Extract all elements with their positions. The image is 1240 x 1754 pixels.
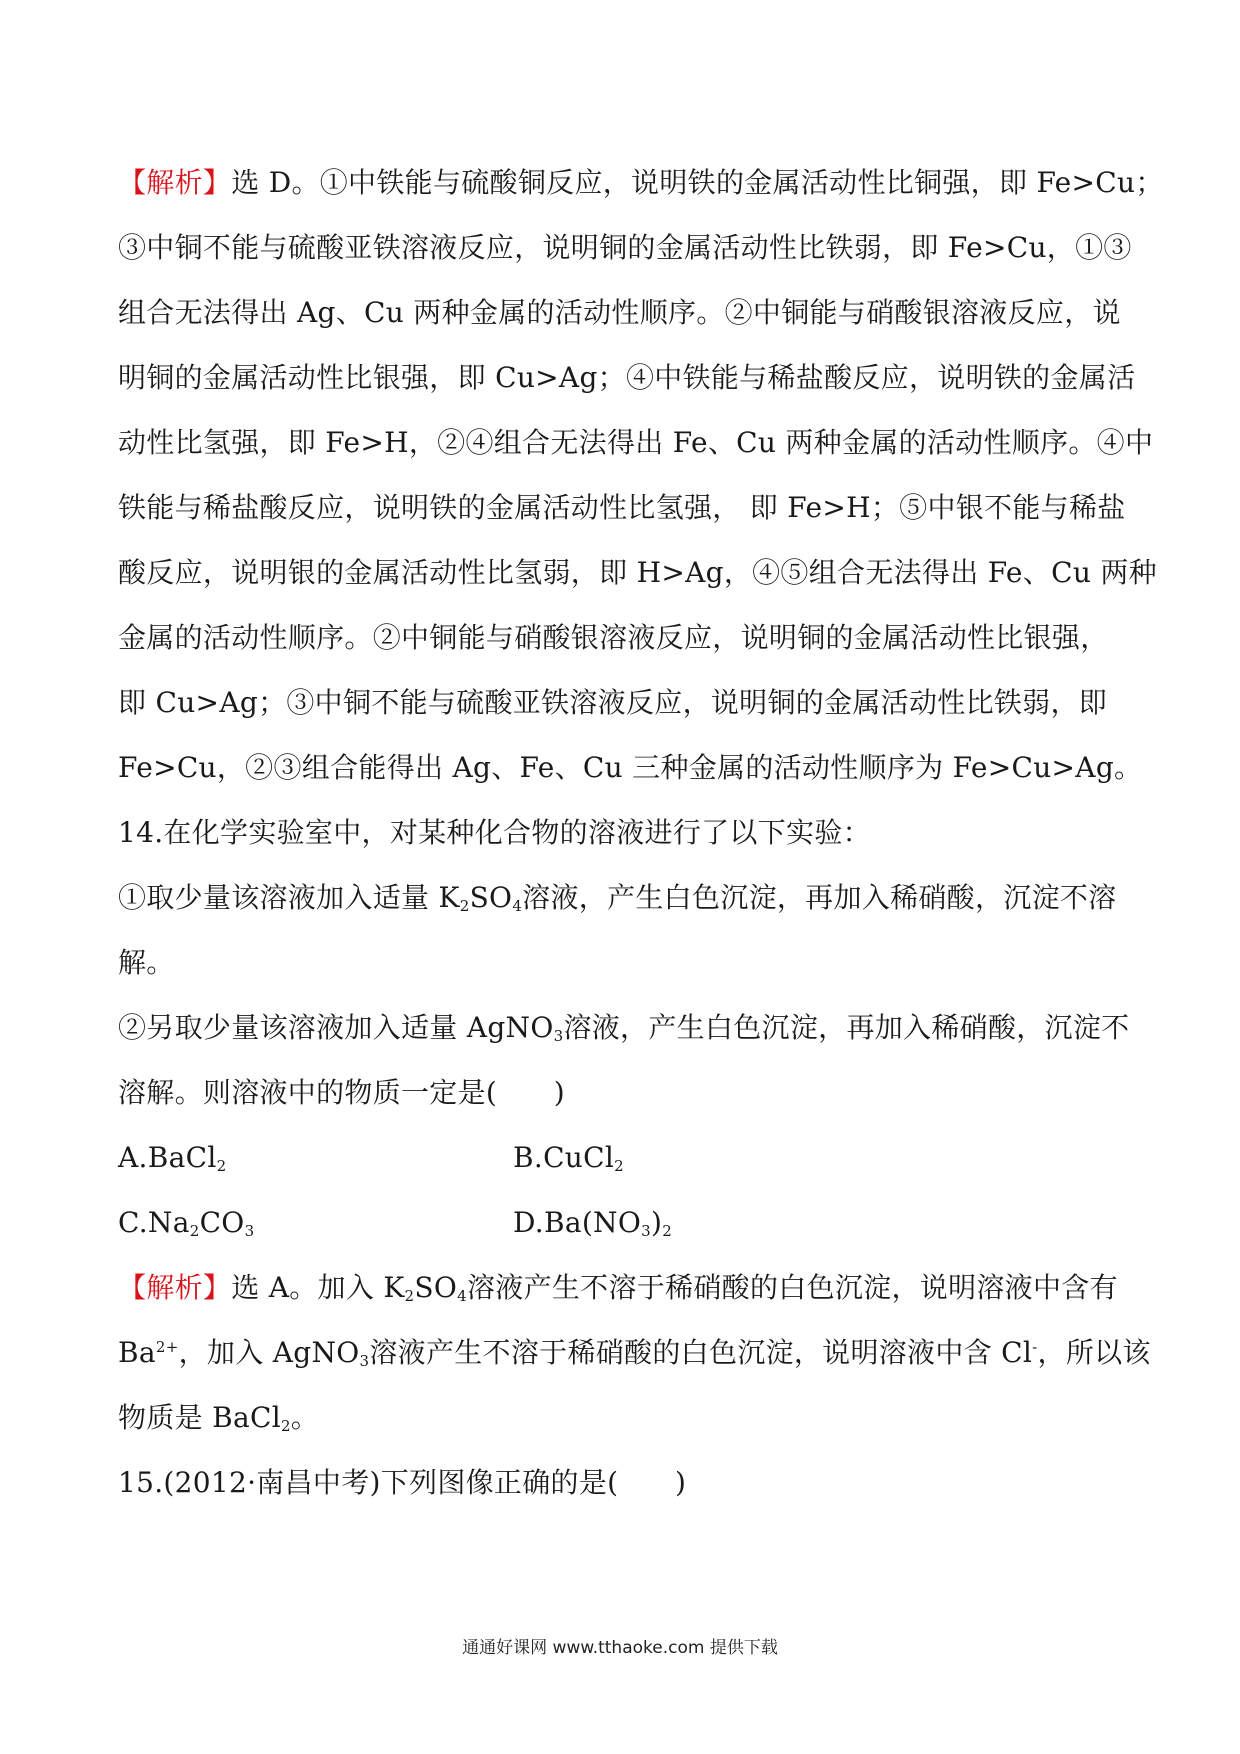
question-14-step-1-cont: 解。 (118, 946, 175, 979)
analysis-2-line-2: $Ba^{2+}$，加入 AgNO$_3$溶液产生不溶于稀硝酸的白色沉淀，说明溶液中含 Cl-，所以该 (118, 1336, 1151, 1370)
question-14-step-1: ①取少量该溶液加入适量 $K_2SO_4$溶液，产生白色沉淀，再加入稀硝酸，沉淀不溶 (118, 881, 1117, 915)
option-d: $D.Ba(NO_3)_2$ (513, 1206, 673, 1240)
option-b: B.CuCl$_2$ (513, 1141, 624, 1175)
analysis-2-line-1: 【解析】选 A。加入 $K_2SO_4$溶液产生不溶于稀硝酸的白色沉淀，说明溶液中含有 (118, 1271, 1118, 1305)
analysis-1-line-1 (118, 150, 1164, 215)
question-14-options-row-1 (118, 1125, 1128, 1190)
analysis-1-line-3: 组合无法得出 Ag、Cu 两种金属的活动性顺序。②中铜能与硝酸银溶液反应，说 (118, 296, 1121, 329)
analysis-text: 选 D。①中铁能与硫酸铜反应，说明铁的金属活动性比铜强，即 Fe>Cu； (231, 166, 1164, 199)
analysis-1-line-7: 酸反应，说明银的金属活动性比氢弱，即 H>Ag，④⑤组合无法得出 Fe、Cu 两种 (118, 556, 1157, 589)
analysis-1-line-6: 铁能与稀盐酸反应，说明铁的金属活动性比氢强， 即 Fe>H；⑤中银不能与稀盐 (118, 491, 1126, 524)
analysis-tag: 【解析】 (118, 166, 232, 199)
analysis-tag: 【解析】 (118, 1271, 232, 1304)
analysis-1-line-5: 动性比氢强，即 Fe>H，②④组合无法得出 Fe、Cu 两种金属的活动性顺序。④中 (118, 426, 1154, 459)
analysis-1-line-8: 金属的活动性顺序。②中铜能与硝酸银溶液反应，说明铜的金属活动性比银强， (118, 621, 1109, 654)
question-15-stem: 15.(2012·南昌中考)下列图像正确的是( ) (118, 1466, 687, 1499)
analysis-1-line-10: Fe>Cu，②③组合能得出 Ag、Fe、Cu 三种金属的活动性顺序为 Fe>Cu>Ag。 (118, 751, 1143, 784)
option-c: $C.Na_2CO_3$ (118, 1206, 255, 1240)
question-14-stem: 14.在化学实验室中，对某种化合物的溶液进行了以下实验： (118, 816, 871, 849)
analysis-1-line-9: 即 Cu>Ag；③中铜不能与硫酸亚铁溶液反应，说明铜的金属活动性比铁弱，即 (118, 686, 1108, 719)
page-footer: 通通好课网 www.tthaoke.com 提供下载 (462, 1638, 778, 1658)
question-14-options-row-2 (118, 1190, 1128, 1255)
analysis-2-line-3: 物质是 BaCl$_2$。 (118, 1401, 320, 1435)
analysis-1-line-2: ③中铜不能与硫酸亚铁溶液反应，说明铜的金属活动性比铁弱，即 Fe>Cu，①③ (118, 231, 1132, 264)
question-14-step-2-cont: 溶解。则溶液中的物质一定是( ) (118, 1076, 565, 1109)
question-14-step-2: ②另取少量该溶液加入适量 AgNO$_3$溶液，产生白色沉淀，再加入稀硝酸，沉淀不 (118, 1011, 1130, 1045)
document-body (118, 150, 1164, 1515)
option-a: A.BaCl$_2$ (118, 1141, 227, 1175)
analysis-1-line-4: 明铜的金属活动性比银强，即 Cu>Ag；④中铁能与稀盐酸反应，说明铁的金属活 (118, 361, 1136, 394)
